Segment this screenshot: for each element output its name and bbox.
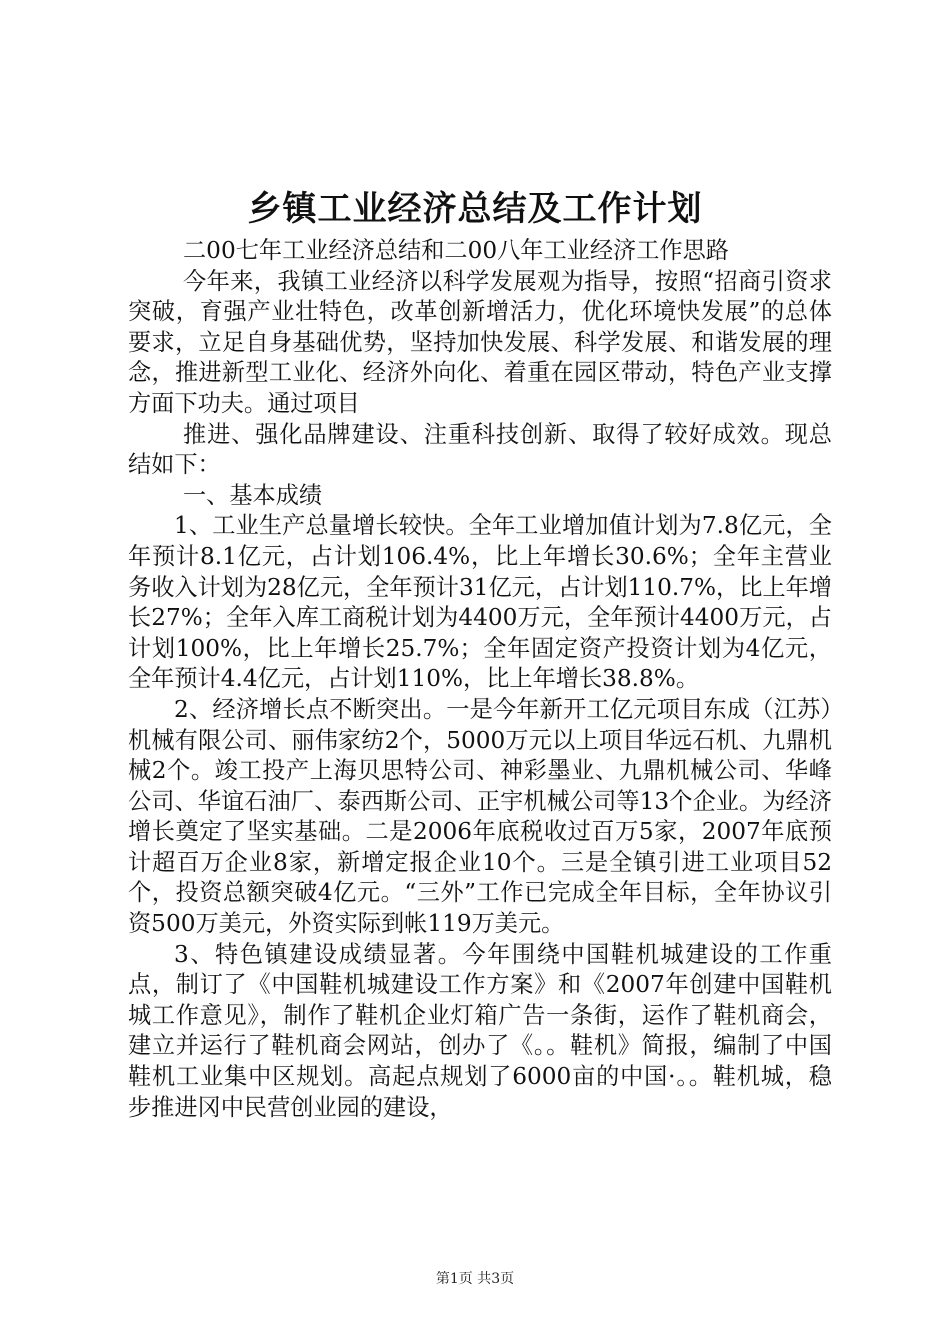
document-body xyxy=(128,236,832,1123)
paragraph-industrial-output: 1、工业生产总量增长较快。全年工业增加值计划为7.8亿元，全年预计8.1亿元，占计划106.4%，比上年增长30.6%；全年主营业务收入计划为28亿元，全年预计31亿元，占计划110.7%，比上年增长27%；全年入库工商税计划为4400万元，全年预计4400万元，占计划100%，比上年增长25.7%；全年固定资产投资计划为4亿元，全年预计4.4亿元，占计划110%，比上年增长38.8%。 xyxy=(128,512,832,693)
paragraph-growth-points: 2、经济增长点不断突出。一是今年新开工亿元项目东成（江苏）机械有限公司、丽伟家纺2个，5000万元以上项目华远石机、九鼎机械2个。竣工投产上海贝思特公司、神彩墨业、九鼎机械公司、华峰公司、华谊石油厂、泰西斯公司、正宇机械公司等13个企业。为经济增长奠定了坚实基础。二是2006年底税收过百万5家，2007年底预计超百万企业8家，新增定报企业10个。三是全镇引进工业项目52个，投资总额突破4亿元。“三外”工作已完成全年目标，全年协议引资500万美元，外资实际到帐119万美元。 xyxy=(128,695,832,938)
section-heading-basic-achievements: 一、基本成绩 xyxy=(183,481,323,509)
page-footer: 第1页 共3页 xyxy=(435,1271,515,1287)
paragraph-featured-town: 3、特色镇建设成绩显著。今年围绕中国鞋机城建设的工作重点，制订了《中国鞋机城建设工作方案》和《2007年创建中国鞋机城工作意见》，制作了鞋机企业灯箱广告一条街，运作了鞋机商会，建立并运行了鞋机商会网站，创办了《。。鞋机》简报，编制了中国鞋机工业集中区规划。高起点规划了6000亩的中国·。。鞋机城，稳步推进冈中民营创业园的建设， xyxy=(128,940,832,1121)
page-title: 乡镇工业经济总结及工作计划 xyxy=(247,189,703,229)
subtitle-paragraph: 二00七年工业经济总结和二00八年工业经济工作思路 xyxy=(183,237,729,264)
intro-continued-paragraph: 推进、强化品牌建设、注重科技创新、取得了较好成效。现总结如下： xyxy=(128,420,832,479)
intro-paragraph: 今年来，我镇工业经济以科学发展观为指导，按照“招商引资求突破，育强产业壮特色，改革创新增活力，优化环境快发展”的总体要求，立足自身基础优势，坚持加快发展、科学发展、和谐发展的理念，推进新型工业化、经济外向化、着重在园区带动，特色产业支撑方面下功夫。通过项目 xyxy=(128,267,832,417)
